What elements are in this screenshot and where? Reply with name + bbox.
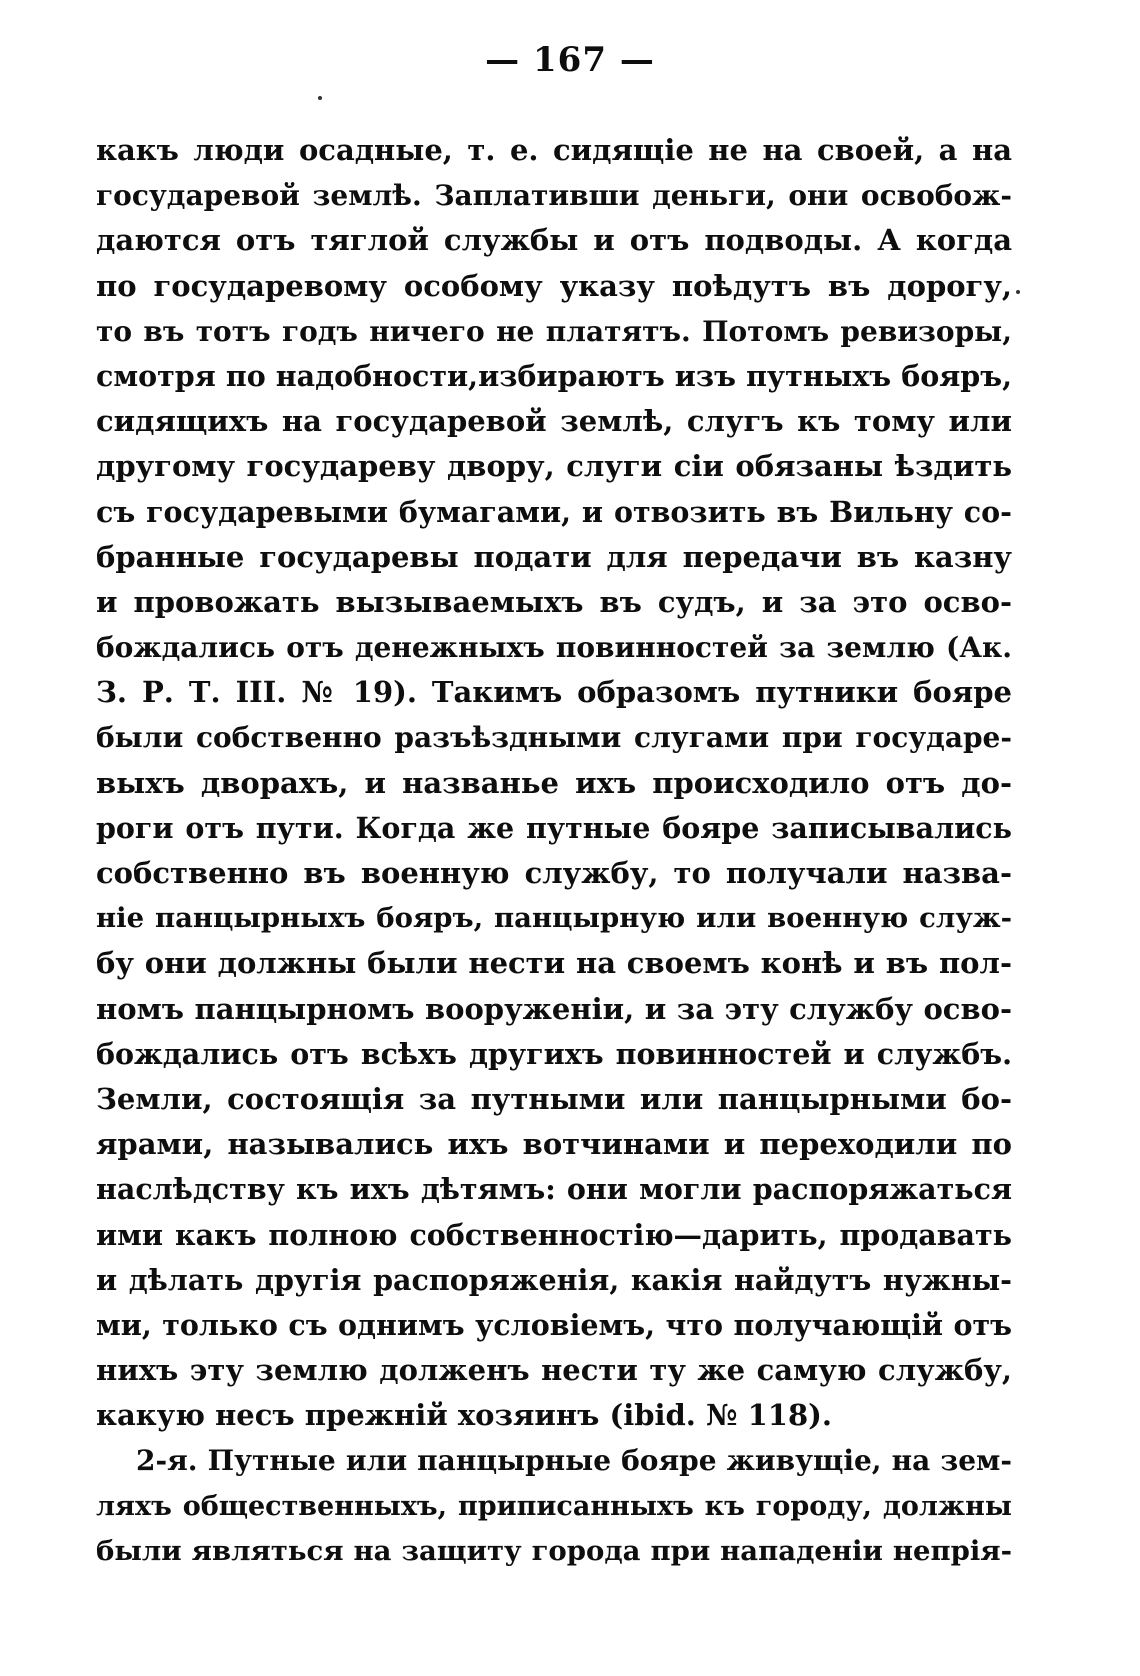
text-line: государевой землѣ. Заплативши деньги, они освобож-: [96, 179, 1012, 213]
text-line: бу они должны были нести на своемъ конѣ и въ пол-: [96, 946, 1012, 981]
text-line: были являться на защиту города при нападеніи непрія-: [96, 1534, 1012, 1567]
text-line: бождались отъ всѣхъ другихъ повинностей и службъ.: [96, 1036, 1012, 1071]
text-line: какъ люди осадные, т. е. сидящіе не на своей, а на: [96, 133, 1012, 167]
text-line: ярами, назывались ихъ вотчинами и переходили по: [96, 1127, 1012, 1162]
print-speck: [318, 96, 322, 100]
body-text: [96, 128, 1012, 1574]
text-line: Земли, состоящія за путными или панцырными бо-: [96, 1081, 1012, 1116]
text-line: смотря по надобности,избираютъ изъ путныхъ бояръ,: [96, 358, 1012, 393]
print-speck: [1016, 290, 1020, 294]
text-line: З. Р. Т. III. № 19). Такимъ образомъ путники бояре: [96, 675, 1012, 710]
text-line: и дѣлать другія распоряженія, какія найдутъ нужны-: [96, 1262, 1012, 1297]
text-line: ими какъ полною собственностію—дарить, продавать: [96, 1217, 1012, 1252]
text-line: были собственно разъѣздными слугами при государе-: [96, 721, 1012, 755]
text-line: ніе панцырныхъ бояръ, панцырную или военную служ-: [96, 902, 1012, 935]
text-line: бранные государевы подати для передачи въ казну: [96, 539, 1012, 574]
text-line: съ государевыми бумагами, и отвозить въ Вильну со-: [96, 494, 1012, 529]
text-line: наслѣдству къ ихъ дѣтямъ: они могли распоряжаться: [96, 1172, 1012, 1207]
text-line: сидящихъ на государевой землѣ, слугъ къ тому или: [96, 404, 1012, 439]
text-line: по государевому особому указу поѣдутъ въ дорогу,: [96, 268, 1012, 303]
paragraph-start-line: 2-я. Путные или панцырные бояре живущіе, на зем-: [136, 1444, 1012, 1478]
text-line: выхъ дворахъ, и названье ихъ происходило отъ до-: [96, 765, 1012, 800]
text-line: даются отъ тяглой службы и отъ подводы. А когда: [96, 223, 1012, 258]
page-number: — 167 —: [485, 40, 655, 80]
text-line: то въ тотъ годъ ничего не платятъ. Потомъ ревизоры,: [96, 314, 1012, 348]
text-line: нихъ эту землю долженъ нести ту же самую службу,: [96, 1353, 1012, 1388]
paragraph-end-line: какую несъ прежній хозяинъ (ibid. № 118).: [96, 1398, 832, 1433]
text-line: номъ панцырномъ вооруженіи, и за эту службу осво-: [96, 991, 1012, 1026]
text-line: бождались отъ денежныхъ повинностей за землю (Ак.: [96, 631, 1012, 665]
text-line: другому государеву двору, слуги сіи обязаны ѣздить: [96, 449, 1012, 484]
text-line: ляхъ общественныхъ, приписанныхъ къ городу, должны: [96, 1490, 1012, 1522]
text-line: роги отъ пути. Когда же путные бояре записывались: [96, 810, 1012, 845]
text-line: собственно въ военную службу, то получали назва-: [96, 856, 1012, 890]
text-line: и провожать вызываемыхъ въ судъ, и за это осво-: [96, 584, 1012, 619]
text-line: ми, только съ однимъ условіемъ, что получающій отъ: [96, 1307, 1012, 1342]
